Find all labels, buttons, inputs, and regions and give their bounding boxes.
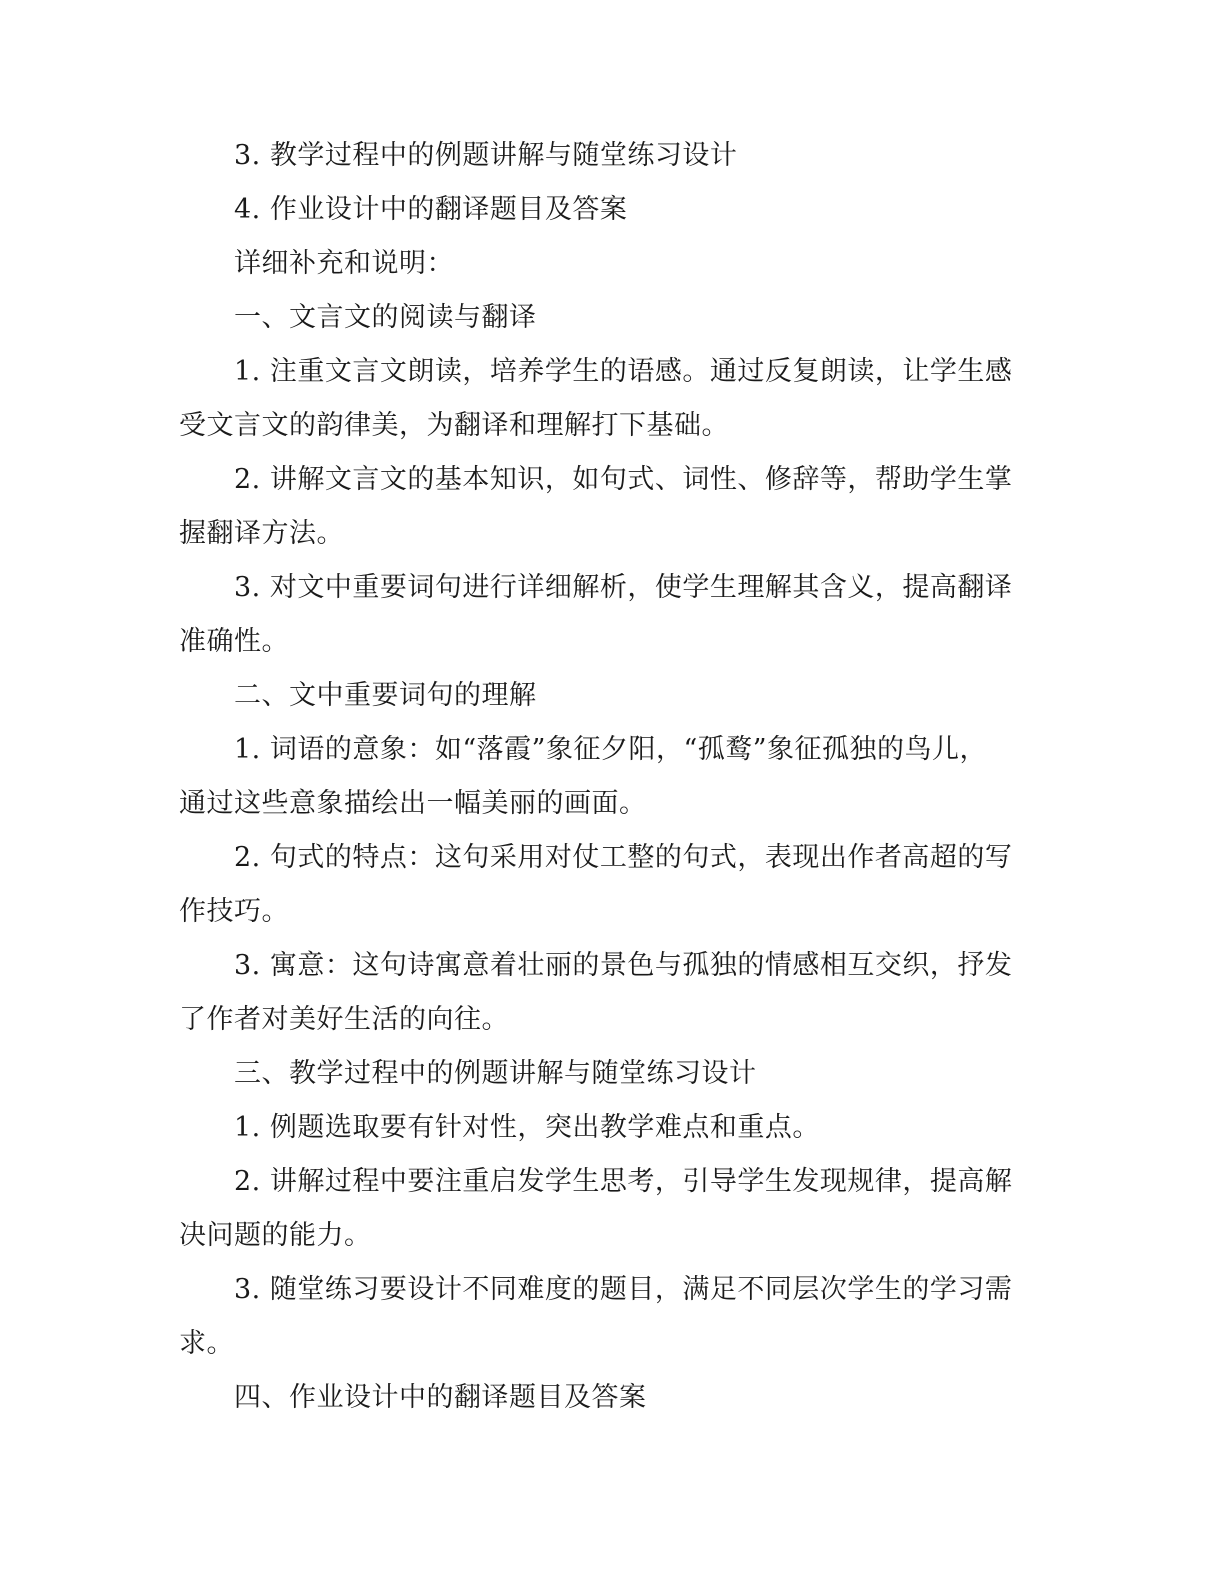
outline-item-3: 3. 教学过程中的例题讲解与随堂练习设计 <box>234 140 738 171</box>
paragraph-line: 2. 讲解文言文的基本知识，如句式、词性、修辞等，帮助学生掌 <box>234 464 1013 495</box>
supplement-heading: 详细补充和说明： <box>234 248 454 279</box>
section-heading-1: 一、文言文的阅读与翻译 <box>234 302 537 333</box>
section-heading-4: 四、作业设计中的翻译题目及答案 <box>234 1382 647 1413</box>
paragraph-line: 2. 讲解过程中要注重启发学生思考，引导学生发现规律，提高解 <box>234 1166 1013 1197</box>
paragraph-line: 3. 随堂练习要设计不同难度的题目，满足不同层次学生的学习需 <box>234 1274 1013 1305</box>
paragraph-line: 1. 词语的意象：如“落霞”象征夕阳，“孤鹜”象征孤独的鸟儿， <box>234 734 988 765</box>
outline-item-4: 4. 作业设计中的翻译题目及答案 <box>234 194 628 225</box>
paragraph-line: 3. 对文中重要词句进行详细解析，使学生理解其含义，提高翻译 <box>234 572 1013 603</box>
paragraph-line: 了作者对美好生活的向往。 <box>179 1004 509 1035</box>
paragraph-line: 3. 寓意：这句诗寓意着壮丽的景色与孤独的情感相互交织，抒发 <box>234 950 1013 981</box>
paragraph-line: 决问题的能力。 <box>179 1220 372 1251</box>
paragraph-line: 作技巧。 <box>179 896 289 927</box>
section-heading-2: 二、文中重要词句的理解 <box>234 680 537 711</box>
paragraph-line: 求。 <box>179 1328 234 1359</box>
paragraph-line: 1. 例题选取要有针对性，突出教学难点和重点。 <box>234 1112 820 1143</box>
paragraph-line: 握翻译方法。 <box>179 518 344 549</box>
section-heading-3: 三、教学过程中的例题讲解与随堂练习设计 <box>234 1058 757 1089</box>
paragraph-line: 2. 句式的特点：这句采用对仗工整的句式，表现出作者高超的写 <box>234 842 1013 873</box>
paragraph-line: 1. 注重文言文朗读，培养学生的语感。通过反复朗读，让学生感 <box>234 356 1013 387</box>
paragraph-line: 准确性。 <box>179 626 289 657</box>
paragraph-line: 通过这些意象描绘出一幅美丽的画面。 <box>179 788 647 819</box>
paragraph-line: 受文言文的韵律美，为翻译和理解打下基础。 <box>179 410 729 441</box>
